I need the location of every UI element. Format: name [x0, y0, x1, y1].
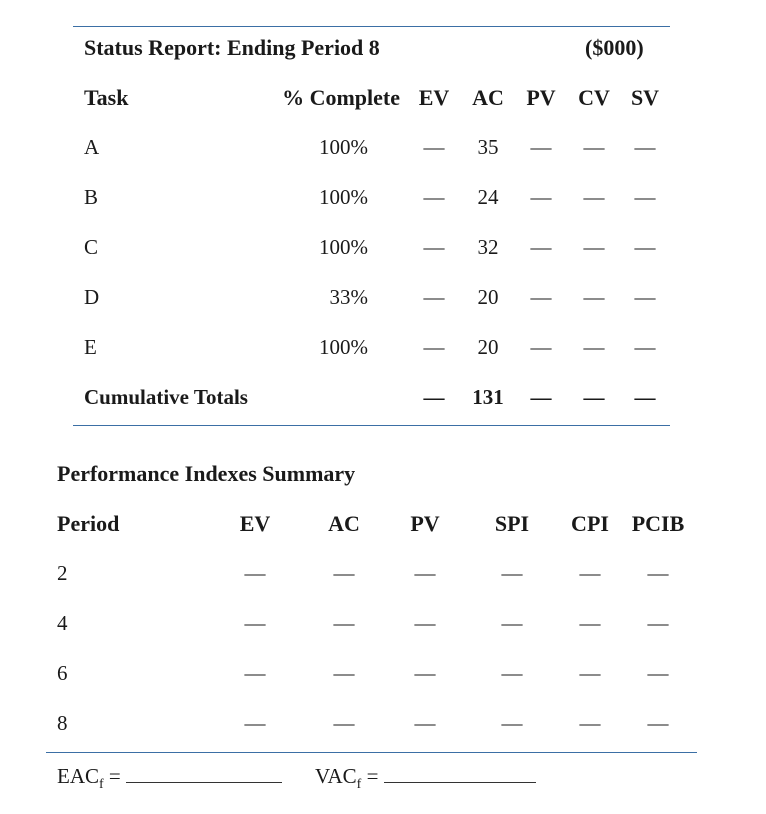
eac-label: EAC: [57, 764, 99, 788]
performance-col-header: Period: [57, 511, 120, 536]
performance-row-ev: —: [244, 561, 266, 585]
performance-row-ac: —: [333, 611, 355, 635]
performance-row-pcib: —: [647, 661, 669, 685]
status-totals-pv: —: [530, 385, 552, 409]
status-row-percent-complete: 33%: [329, 285, 368, 309]
status-report-col-header: CV: [578, 85, 610, 110]
status-row-task: D: [84, 285, 100, 309]
performance-row-period: 8: [57, 711, 68, 735]
status-report-col-header: EV: [418, 85, 450, 110]
performance-summary-bottom-rule: [46, 752, 697, 753]
status-row-ev: —: [423, 185, 445, 209]
status-row-task: E: [84, 335, 97, 359]
status-report-top-rule: [73, 26, 670, 27]
status-row-sv: —: [634, 185, 656, 209]
performance-col-header: AC: [328, 511, 360, 536]
status-row-ac: 20: [477, 335, 499, 359]
status-row-pv: —: [530, 185, 552, 209]
performance-row-pv: —: [414, 611, 436, 635]
performance-col-header: PV: [410, 511, 440, 536]
performance-row-ev: —: [244, 711, 266, 735]
status-row-cv: —: [583, 135, 605, 159]
status-totals-ev: —: [423, 385, 445, 409]
status-row-ev: —: [423, 285, 445, 309]
status-report-col-header: % Complete: [282, 85, 400, 110]
performance-row-ev: —: [244, 611, 266, 635]
performance-row-cpi: —: [579, 661, 601, 685]
status-row-task: A: [84, 135, 100, 159]
status-row-ac: 20: [477, 285, 499, 309]
status-row-ev: —: [423, 235, 445, 259]
status-row-percent-complete: 100%: [319, 185, 368, 209]
performance-col-header: CPI: [571, 511, 609, 536]
status-row-cv: —: [583, 185, 605, 209]
status-row-cv: —: [583, 235, 605, 259]
status-row-pv: —: [530, 335, 552, 359]
status-totals-ac: 131: [472, 385, 504, 409]
status-report-col-header: Task: [84, 85, 129, 110]
performance-row-cpi: —: [579, 611, 601, 635]
status-row-percent-complete: 100%: [319, 135, 368, 159]
status-row-sv: —: [634, 135, 656, 159]
status-row-pv: —: [530, 235, 552, 259]
eac-answer-blank[interactable]: [126, 762, 282, 783]
eac-equals: =: [103, 764, 127, 788]
performance-row-spi: —: [501, 711, 523, 735]
status-report-col-header: AC: [472, 85, 504, 110]
performance-row-pv: —: [414, 561, 436, 585]
status-row-ac: 24: [477, 185, 499, 209]
status-totals-cv: —: [583, 385, 605, 409]
vac-subscript: f: [356, 777, 362, 793]
performance-row-period: 4: [57, 611, 68, 635]
status-row-ev: —: [423, 335, 445, 359]
status-totals-label: Cumulative Totals: [84, 385, 248, 409]
performance-col-header: PCIB: [631, 511, 685, 536]
status-row-percent-complete: 100%: [319, 335, 368, 359]
vac-equals: =: [361, 764, 384, 788]
performance-row-pcib: —: [647, 711, 669, 735]
performance-row-cpi: —: [579, 711, 601, 735]
performance-row-period: 2: [57, 561, 68, 585]
status-totals-sv: —: [634, 385, 656, 409]
status-row-ev: —: [423, 135, 445, 159]
status-report-col-header: PV: [526, 85, 556, 110]
vac-label: VAC: [315, 764, 357, 788]
status-row-sv: —: [634, 235, 656, 259]
performance-row-ac: —: [333, 661, 355, 685]
performance-row-ac: —: [333, 561, 355, 585]
performance-row-spi: —: [501, 561, 523, 585]
performance-row-pv: —: [414, 661, 436, 685]
performance-col-header: EV: [239, 511, 271, 536]
performance-row-pcib: —: [647, 561, 669, 585]
status-report-bottom-rule: [73, 425, 670, 426]
performance-row-ac: —: [333, 711, 355, 735]
status-row-sv: —: [634, 335, 656, 359]
performance-row-ev: —: [244, 661, 266, 685]
performance-row-pcib: —: [647, 611, 669, 635]
performance-row-spi: —: [501, 661, 523, 685]
status-row-task: B: [84, 185, 99, 209]
status-row-percent-complete: 100%: [319, 235, 368, 259]
performance-summary-title: Performance Indexes Summary: [57, 461, 356, 486]
performance-row-period: 6: [57, 661, 68, 685]
status-row-pv: —: [530, 135, 552, 159]
status-report-units: ($000): [585, 35, 644, 60]
performance-col-header: SPI: [494, 511, 530, 536]
vac-answer-blank[interactable]: [384, 762, 536, 783]
status-row-cv: —: [583, 335, 605, 359]
status-row-ac: 32: [477, 235, 499, 259]
performance-row-cpi: —: [579, 561, 601, 585]
performance-row-spi: —: [501, 611, 523, 635]
status-row-cv: —: [583, 285, 605, 309]
status-row-task: C: [84, 235, 99, 259]
status-report-title: Status Report: Ending Period 8: [84, 35, 380, 60]
vac-formula: [315, 762, 536, 793]
status-row-pv: —: [530, 285, 552, 309]
performance-row-pv: —: [414, 711, 436, 735]
status-row-ac: 35: [477, 135, 499, 159]
eac-formula: [57, 762, 282, 793]
status-report-col-header: SV: [630, 85, 660, 110]
eac-subscript: f: [99, 777, 104, 793]
status-row-sv: —: [634, 285, 656, 309]
